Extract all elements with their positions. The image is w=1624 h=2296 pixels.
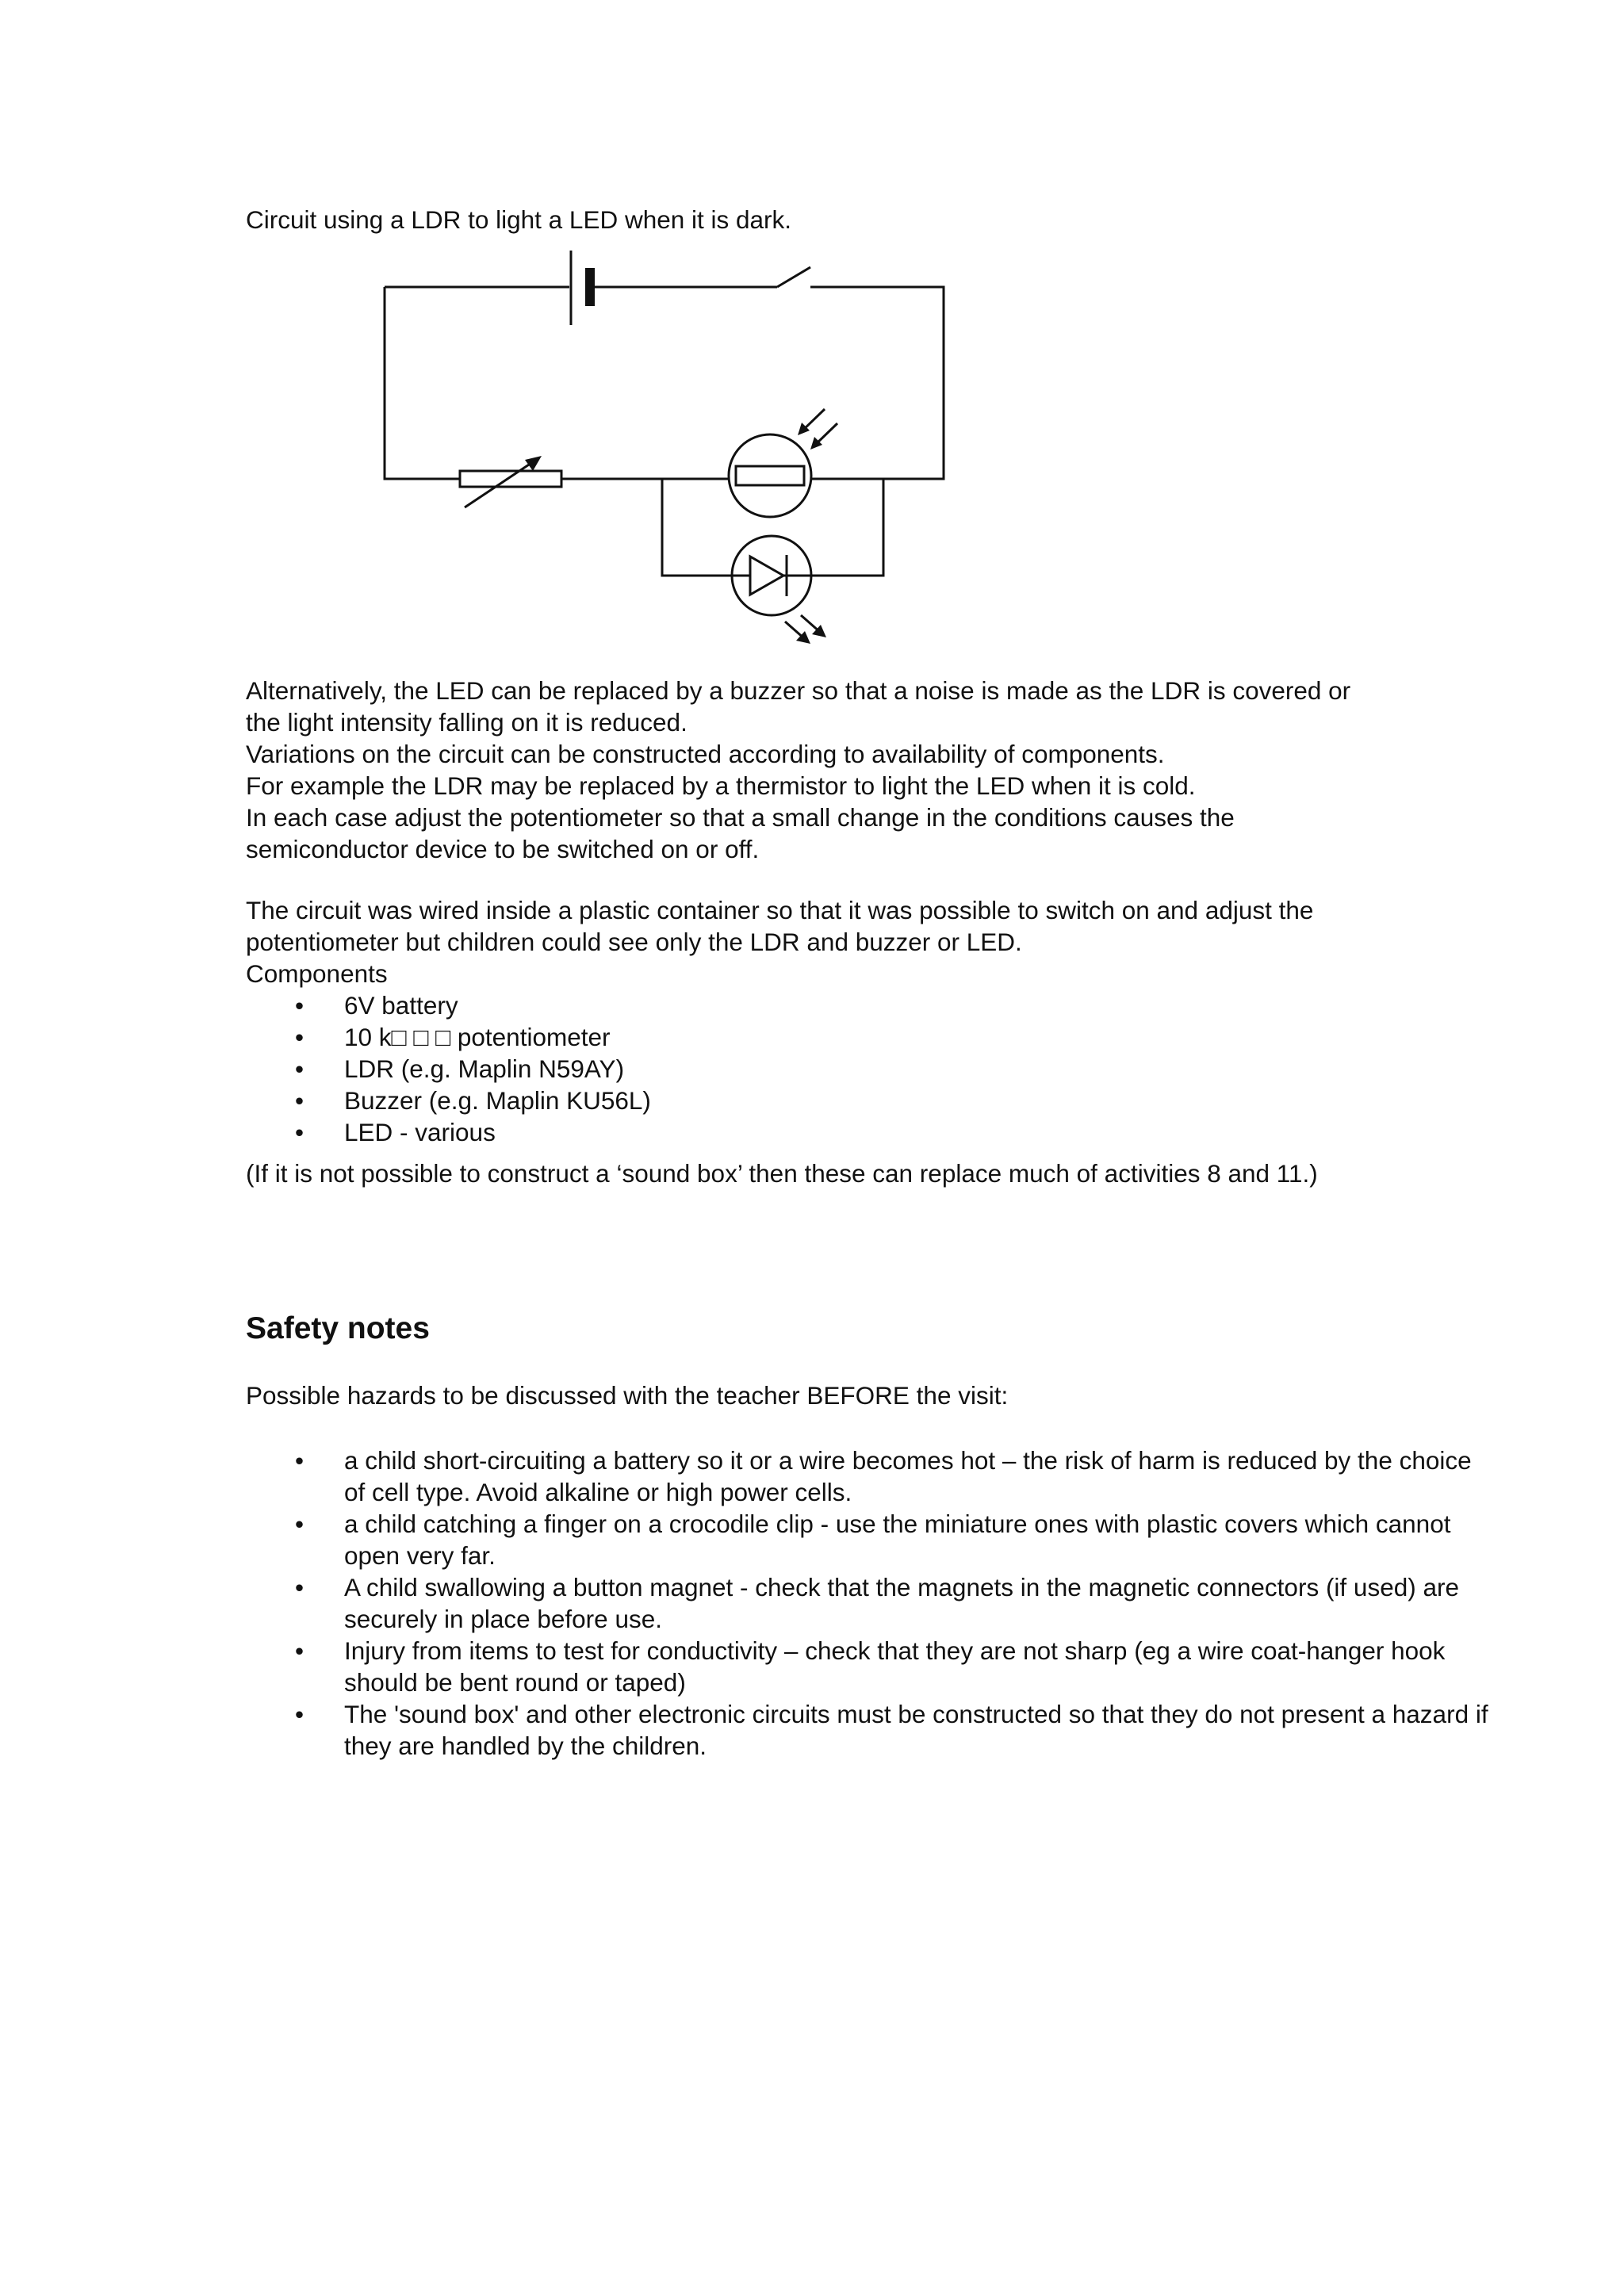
list-item: • 10 k□ □ □ potentiometer bbox=[246, 1021, 651, 1053]
hazard-intro: Possible hazards to be discussed with the teacher BEFORE the visit: bbox=[246, 1381, 1009, 1410]
list-item: • a child catching a finger on a crocodile clip - use the miniature ones with plastic covers which cannot open very far. bbox=[246, 1508, 1499, 1571]
safety-heading: Safety notes bbox=[246, 1311, 430, 1345]
text-line: the light intensity falling on it is reduced. bbox=[246, 708, 688, 737]
sound-box-note: (If it is not possible to construct a ‘sound box’ then these can replace much of activities 8 and 11.) bbox=[246, 1159, 1318, 1188]
list-item: • 6V battery bbox=[246, 989, 651, 1021]
list-item: • Injury from items to test for conductivity – check that they are not sharp (eg a wire coat-hanger hook should be bent round or taped) bbox=[246, 1635, 1499, 1698]
list-item: • LDR (e.g. Maplin N59AY) bbox=[246, 1053, 651, 1085]
text-line: Alternatively, the LED can be replaced by a buzzer so that a noise is made as the LDR is covered or bbox=[246, 676, 1351, 705]
potentiometer-icon bbox=[460, 456, 561, 507]
text-line: Variations on the circuit can be constructed according to availability of components. bbox=[246, 740, 1165, 768]
led-icon bbox=[731, 536, 826, 644]
wire-led-branch-right bbox=[812, 479, 883, 576]
diagram-caption: Circuit using a LDR to light a LED when it is dark. bbox=[246, 205, 792, 234]
list-item: • A child swallowing a button magnet - check that the magnets in the magnetic connectors (if used) are securely in place before use. bbox=[246, 1571, 1499, 1635]
battery-icon bbox=[571, 251, 595, 325]
switch-icon bbox=[777, 267, 810, 287]
components-heading: Components bbox=[246, 959, 388, 988]
list-item: • a child short-circuiting a battery so it or a wire becomes hot – the risk of harm is reduced by the choice of cell type. Avoid alkaline or high power cells. bbox=[246, 1445, 1499, 1508]
wire-led-branch-left bbox=[662, 479, 731, 576]
text-line: semiconductor device to be switched on or off. bbox=[246, 835, 760, 863]
hazards-list bbox=[246, 1445, 1499, 1762]
ldr-icon bbox=[729, 409, 837, 517]
ldr-circuit-diagram bbox=[0, 0, 1624, 714]
list-item: • The 'sound box' and other electronic circuits must be constructed so that they do not present a hazard if they are handled by the children. bbox=[246, 1698, 1499, 1762]
text-line: In each case adjust the potentiometer so that a small change in the conditions causes the bbox=[246, 803, 1235, 832]
text-line: For example the LDR may be replaced by a thermistor to light the LED when it is cold. bbox=[246, 771, 1196, 800]
wire-top-left bbox=[385, 287, 460, 479]
paragraph-alternatives bbox=[246, 675, 1499, 865]
text-line: potentiometer but children could see only the LDR and buzzer or LED. bbox=[246, 928, 1022, 956]
list-item: • LED - various bbox=[246, 1116, 651, 1148]
paragraph-construction bbox=[246, 894, 1499, 958]
wire-switch-to-right bbox=[801, 287, 944, 479]
text-line: The circuit was wired inside a plastic container so that it was possible to switch on and adjust the bbox=[246, 896, 1314, 924]
list-item: • Buzzer (e.g. Maplin KU56L) bbox=[246, 1085, 651, 1116]
components-list bbox=[246, 989, 651, 1148]
